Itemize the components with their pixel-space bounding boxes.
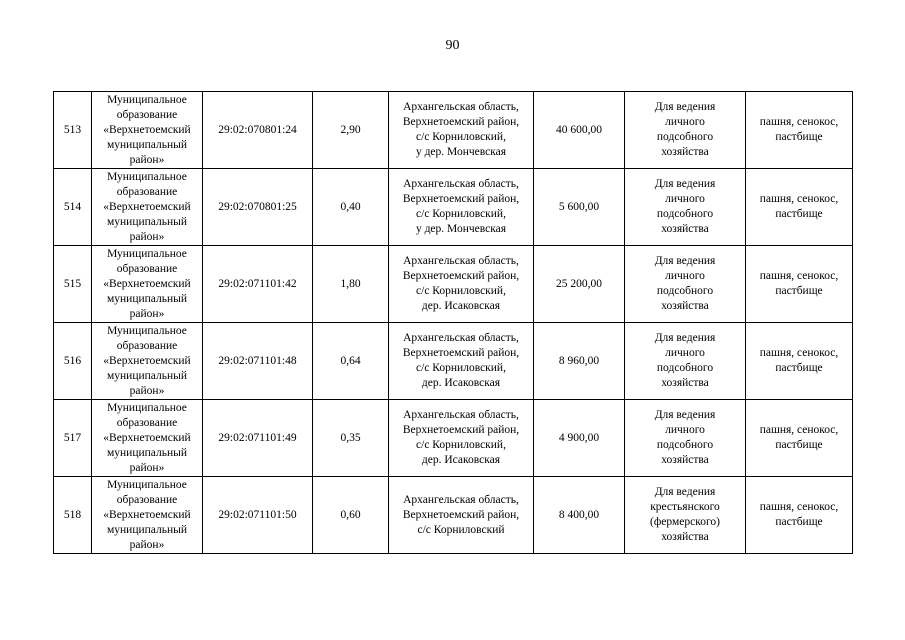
table-row: [54, 92, 853, 169]
area-cell: 0,35: [313, 400, 389, 477]
owner-line: «Верхнетоемский: [103, 200, 191, 213]
address-line: с/с Корниловский,: [416, 285, 506, 297]
owner-cell: [92, 400, 203, 477]
table-row: [54, 246, 853, 323]
owner-line: Муниципальное: [107, 93, 187, 106]
address-line: Архангельская область,: [403, 332, 519, 344]
address-cell: [389, 246, 534, 323]
price-cell: 25 200,00: [534, 246, 625, 323]
address-line: у дер. Мончевская: [415, 223, 507, 235]
land-use-cell: [746, 246, 853, 323]
address-line: Верхнетоемский район,: [402, 116, 520, 128]
address-line: Архангельская область,: [403, 255, 519, 267]
owner-line: «Верхнетоемский: [103, 431, 191, 444]
owner-line: «Верхнетоемский: [103, 354, 191, 367]
area-cell: 0,64: [313, 323, 389, 400]
price-cell: 40 600,00: [534, 92, 625, 169]
owner-line: «Верхнетоемский: [103, 123, 191, 136]
purpose-line: личного: [665, 193, 705, 205]
cadastral-number-cell: 29:02:071101:50: [203, 477, 313, 554]
purpose-cell: [625, 323, 746, 400]
row-number-cell: 513: [54, 92, 92, 169]
address-line: Верхнетоемский район,: [402, 193, 520, 205]
owner-cell: [92, 92, 203, 169]
owner-cell: [92, 323, 203, 400]
purpose-line: подсобного: [656, 208, 714, 220]
cadastral-number-cell: 29:02:071101:49: [203, 400, 313, 477]
area-cell: 0,40: [313, 169, 389, 246]
purpose-line: хозяйства: [661, 223, 709, 235]
owner-line: образование: [116, 185, 178, 198]
purpose-line: Для ведения: [654, 178, 716, 190]
purpose-cell: [625, 92, 746, 169]
land-use-cell: [746, 92, 853, 169]
purpose-line: хозяйства: [661, 454, 709, 466]
row-number-cell: 517: [54, 400, 92, 477]
row-number-cell: 515: [54, 246, 92, 323]
owner-line: муниципальный: [106, 138, 188, 151]
cadastral-number-cell: 29:02:071101:48: [203, 323, 313, 400]
owner-line: образование: [116, 262, 178, 275]
cadastral-number-cell: 29:02:071101:42: [203, 246, 313, 323]
price-cell: 4 900,00: [534, 400, 625, 477]
address-line: с/с Корниловский: [417, 523, 505, 536]
owner-line: муниципальный: [106, 523, 188, 536]
owner-cell: [92, 246, 203, 323]
land-use-line: пашня, сенокос,: [759, 116, 839, 128]
price-cell: 8 400,00: [534, 477, 625, 554]
owner-cell: [92, 169, 203, 246]
purpose-line: хозяйства: [661, 300, 709, 312]
owner-line: муниципальный: [106, 215, 188, 228]
table-body: [54, 92, 853, 554]
owner-line: Муниципальное: [107, 401, 187, 414]
address-cell: [389, 477, 534, 554]
area-cell: 2,90: [313, 92, 389, 169]
cadastral-number-cell: 29:02:070801:25: [203, 169, 313, 246]
address-line: Верхнетоемский район,: [402, 424, 520, 436]
area-cell: 1,80: [313, 246, 389, 323]
address-line: с/с Корниловский,: [416, 362, 506, 374]
address-line: Верхнетоемский район,: [402, 347, 520, 359]
table-row: [54, 169, 853, 246]
owner-line: район»: [129, 230, 165, 243]
row-number-cell: 516: [54, 323, 92, 400]
purpose-line: хозяйства: [661, 377, 709, 389]
owner-line: район»: [129, 538, 165, 551]
address-line: Архангельская область,: [403, 409, 519, 421]
address-line: с/с Корниловский,: [416, 208, 506, 220]
price-cell: 8 960,00: [534, 323, 625, 400]
owner-line: район»: [129, 307, 165, 320]
owner-line: «Верхнетоемский: [103, 277, 191, 290]
address-line: Архангельская область,: [403, 101, 519, 113]
address-line: с/с Корниловский,: [416, 131, 506, 143]
land-use-line: пастбище: [775, 285, 823, 297]
purpose-line: хозяйства: [661, 531, 709, 543]
owner-line: образование: [116, 416, 178, 429]
owner-line: район»: [129, 461, 165, 474]
address-line: дер. Исаковская: [421, 377, 501, 389]
address-line: с/с Корниловский,: [416, 439, 506, 451]
row-number-cell: 514: [54, 169, 92, 246]
address-line: Архангельская область,: [403, 178, 519, 190]
owner-line: муниципальный: [106, 292, 188, 305]
purpose-line: Для ведения: [654, 255, 716, 267]
land-use-line: пашня, сенокос,: [759, 501, 839, 513]
purpose-cell: [625, 246, 746, 323]
purpose-line: (фермерского): [650, 516, 720, 528]
owner-line: образование: [116, 493, 178, 506]
owner-line: район»: [129, 384, 165, 397]
address-line: у дер. Мончевская: [415, 146, 507, 158]
table-row: [54, 323, 853, 400]
cadastral-number-cell: 29:02:070801:24: [203, 92, 313, 169]
purpose-line: подсобного: [656, 439, 714, 451]
purpose-line: личного: [665, 424, 705, 436]
purpose-cell: [625, 169, 746, 246]
table-row: [54, 400, 853, 477]
owner-line: образование: [116, 339, 178, 352]
owner-line: образование: [116, 108, 178, 121]
row-number-cell: 518: [54, 477, 92, 554]
purpose-line: Для ведения: [654, 332, 716, 344]
purpose-line: крестьянского: [650, 501, 720, 513]
land-use-line: пашня, сенокос,: [759, 424, 839, 436]
owner-line: Муниципальное: [107, 478, 187, 491]
land-use-line: пастбище: [775, 208, 823, 220]
address-cell: [389, 323, 534, 400]
land-use-line: пастбище: [775, 516, 823, 528]
purpose-line: подсобного: [656, 362, 714, 374]
land-use-cell: [746, 477, 853, 554]
land-use-line: пастбище: [775, 362, 823, 374]
purpose-line: подсобного: [656, 285, 714, 297]
owner-cell: [92, 477, 203, 554]
address-line: дер. Исаковская: [421, 300, 501, 312]
purpose-line: личного: [665, 116, 705, 128]
purpose-cell: [625, 400, 746, 477]
owner-line: Муниципальное: [107, 324, 187, 337]
land-plots-table: [53, 91, 853, 554]
land-use-line: пашня, сенокос,: [759, 193, 839, 205]
table-row: [54, 477, 853, 554]
purpose-cell: [625, 477, 746, 554]
purpose-line: подсобного: [656, 131, 714, 143]
owner-line: муниципальный: [106, 446, 188, 459]
land-use-line: пастбище: [775, 439, 823, 451]
purpose-line: Для ведения: [654, 101, 716, 113]
address-line: Архангельская область,: [403, 493, 519, 506]
address-cell: [389, 92, 534, 169]
purpose-line: Для ведения: [654, 409, 716, 421]
address-line: Верхнетоемский район,: [402, 508, 520, 521]
address-cell: [389, 400, 534, 477]
purpose-line: личного: [665, 347, 705, 359]
price-cell: 5 600,00: [534, 169, 625, 246]
owner-line: Муниципальное: [107, 170, 187, 183]
owner-line: Муниципальное: [107, 247, 187, 260]
land-use-line: пашня, сенокос,: [759, 270, 839, 282]
purpose-line: Для ведения: [654, 486, 716, 498]
page-number: 90: [445, 38, 460, 53]
address-cell: [389, 169, 534, 246]
owner-line: муниципальный: [106, 369, 188, 382]
land-use-line: пастбище: [775, 131, 823, 143]
purpose-line: личного: [665, 270, 705, 282]
purpose-line: хозяйства: [661, 146, 709, 158]
address-line: Верхнетоемский район,: [402, 270, 520, 282]
land-use-cell: [746, 169, 853, 246]
address-line: дер. Исаковская: [421, 454, 501, 466]
owner-line: «Верхнетоемский: [103, 508, 191, 521]
area-cell: 0,60: [313, 477, 389, 554]
owner-line: район»: [129, 153, 165, 166]
land-use-cell: [746, 400, 853, 477]
land-use-line: пашня, сенокос,: [759, 347, 839, 359]
land-use-cell: [746, 323, 853, 400]
